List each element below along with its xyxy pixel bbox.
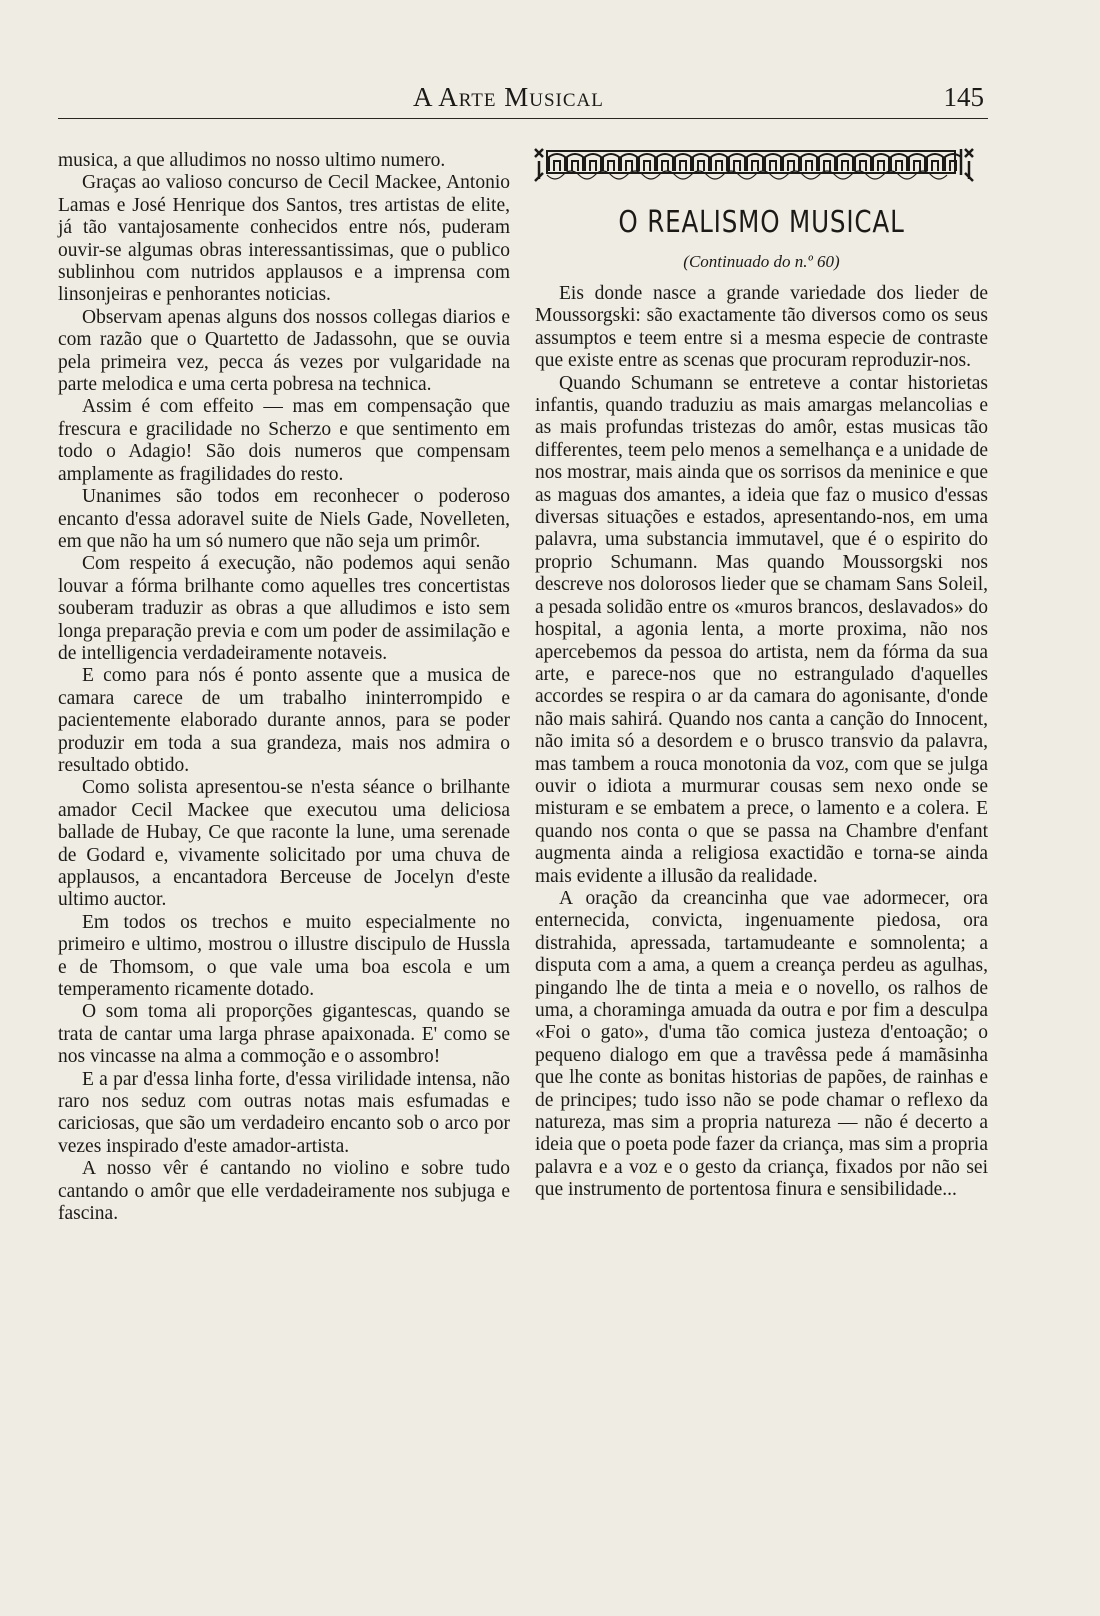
ornament-cell: [549, 154, 565, 171]
ornament-cell: [765, 154, 781, 171]
paragraph: Eis donde nasce a grande variedade dos lieder de Moussorgski: são exactamente tão diversos como os seus assumptos e teem entre si a mesma especie de contraste que existe entre as scenas que procuram reproduzir-nos.: [535, 283, 988, 372]
ornament-cell: [747, 154, 763, 171]
paragraph: Como solista apresentou-se n'esta séance o brilhante amador Cecil Mackee que executou uma deliciosa ballade de Hubay, Ce que raconte la lune, uma serenade de Godard e, vivamente solicitado por uma chuva de applausos, a encantadora Berceuse de Jocelyn d'este ultimo auctor.: [58, 777, 510, 911]
paragraph: Em todos os trechos e muito especialmente no primeiro e ultimo, mostrou o illustre discipulo de Hussla e de Thomsom, o que vale uma boa escola e um temperamento ricamente dotado.: [58, 911, 510, 1001]
ornament-cell: [873, 154, 889, 171]
running-header: [58, 78, 988, 119]
paragraph: Assim é com effeito — mas em compensação que frescura e gracilidade no Scherzo e que sentimento em todo o Adagio! São dois numeros que compensam amplamente as fragilidades do resto.: [58, 396, 510, 485]
ornament-cell: [783, 154, 799, 171]
paragraph: A nosso vêr é cantando no violino e sobre tudo cantando o amôr que elle verdadeiramente nos subjuga e fascina.: [58, 1158, 510, 1225]
paragraph: Observam apenas alguns dos nossos collegas diarios e com razão que o Quartetto de Jadassohn, que se ouvia pela primeira vez, pecca ás vezes por vulgaridade na parte melodica e uma certa pobresa na technica.: [58, 306, 510, 396]
ornament-cell: [819, 154, 835, 171]
ornament-cell: [675, 154, 691, 171]
ornament-cell: [927, 154, 943, 171]
ornament-cell: [909, 154, 925, 171]
ornament-cell: [585, 154, 601, 171]
ornament-cell: [693, 154, 709, 171]
ornament-cell: [729, 154, 745, 171]
paragraph: Unanimes são todos em reconhecer o poderoso encanto d'essa adoravel suite de Niels Gade, Novelleten, em que não ha um só numero que não seja um primôr.: [58, 486, 510, 552]
ornament-cell: [837, 154, 853, 171]
journal-title: A Arte Musical: [413, 82, 604, 112]
paragraph: E como para nós é ponto assente que a musica de camara carece de um trabalho ininterrompido e pacientemente elaborado durante annos, para se poder produzir em toda a sua grandeza, mais nos admira o resultado obtido.: [58, 665, 510, 776]
page-number: 145: [943, 82, 984, 112]
ornamental-border: [533, 145, 987, 187]
paragraph: O som toma ali proporções gigantescas, quando se trata de cantar uma larga phrase apaixonada. E' como se nos vincasse na alma a commoção e o assombro!: [58, 1001, 510, 1068]
paragraph: Quando Schumann se entreteve a contar historietas infantis, quando traduziu as mais amargas melancolias e as mais profundas tristezas do amôr, estas musicas tão differentes, teem pelo menos a semelhança e a unidade de nos mostrar, mais ainda que os sorrisos da meninice e que as maguas dos amantes, a ideia que faz o musico d'essas diversas situações e estados, apresentando-nos, em uma palavra, uma substancia immutavel, que é o espirito do proprio Schumann. Mas quando Moussorgski nos descreve nos dolorosos lieder que se chamam Sans Soleil, a pesada solidão entre os «muros brancos, deslavados» do hospital, a agonia lenta, a morte proxima, não nos apercebemos da pessoa do artista, nem da fórma da sua arte, e parece-nos que no estrangulado d'aquelles accordes se respira o ar da camara do agonisante, d'onde não mais sahirá. Quando nos canta a canção do Innocent, não imita só a desordem e o brusco transvio da palavra, mas tambem a rouca monotonia da voz, com que se julga ouvir o idiota a murmurar cousas sem nexo onde se misturam e se embatem a prece, o lamento e a colera. E quando nos conta o que se passa na Chambre d'enfant augmenta ainda a religiosa exactidão e torna-se ainda mais evidente a illusão da realidade.: [535, 372, 988, 887]
article-subtitle: (Continuado do n.º 60): [683, 252, 840, 271]
ornament-cell: [657, 154, 673, 171]
ornament-cell: [621, 154, 637, 171]
ornament-cell: [567, 154, 583, 171]
ornament-cell: [639, 154, 655, 171]
right-column: [535, 283, 988, 1202]
ornament-cell: [855, 154, 871, 171]
paragraph: A oração da creancinha que vae adormecer, ora enternecida, convicta, ingenuamente piedosa, ora distrahida, apressada, tartamudeante e somnolenta; a disputa com a ama, a quem a creança perdeu as agulhas, pingando lhe de tinta a meia e o novello, os ralhos de uma, a choraminga amuada da outra e por fim a desculpa «Foi o gato», d'uma tão comica justeza d'entoação; o pequeno dialogo em que a travêssa pede á mamãsinha que lhe conte as bonitas historias de papões, de rainhas e de principes; tudo isso não se pode chamar o reflexo da natureza, mas sim a propria natureza — não é decerto a ideia que o poeta pode fazer da criança, mas sim a propria palavra e a voz e o gesto da criança, fixados por não sei que instrumento de portentosa finura e sensibilidade...: [535, 887, 988, 1201]
ornament-cell: [603, 154, 619, 171]
article-title: O REALISMO MUSICAL: [618, 205, 905, 240]
ornament-cell: [711, 154, 727, 171]
paragraph: E a par d'essa linha forte, d'essa virilidade intensa, não raro nos seduz com outras notas mais esfumadas e cariciosas, que são um verdadeiro encanto sob o arco por vezes inspirado d'este amador-artista.: [58, 1068, 510, 1157]
paragraph: Graças ao valioso concurso de Cecil Mackee, Antonio Lamas e José Henrique dos Santos, tres artistas de elite, já tão vantajosamente conhecidos entre nós, puderam ouvir-se algumas obras interessantissimas, que o publico sublinhou com nutridos applausos e a imprensa com linsonjeiras e penhorantes noticias.: [58, 172, 510, 306]
paragraph: Com respeito á execução, não podemos aqui senão louvar a fórma brilhante como aquelles tres concertistas souberam traduzir as obras a que alludimos e isto sem longa preparação previa e com um poder de assimilação e de intelligencia verdadeiramente notaveis.: [58, 553, 510, 664]
paragraph: musica, a que alludimos no nosso ultimo numero.: [58, 150, 446, 171]
ornament-cell: [801, 154, 817, 171]
ornament-cell: [891, 154, 907, 171]
ornament-cell: [945, 154, 961, 171]
left-column: [58, 150, 510, 1226]
